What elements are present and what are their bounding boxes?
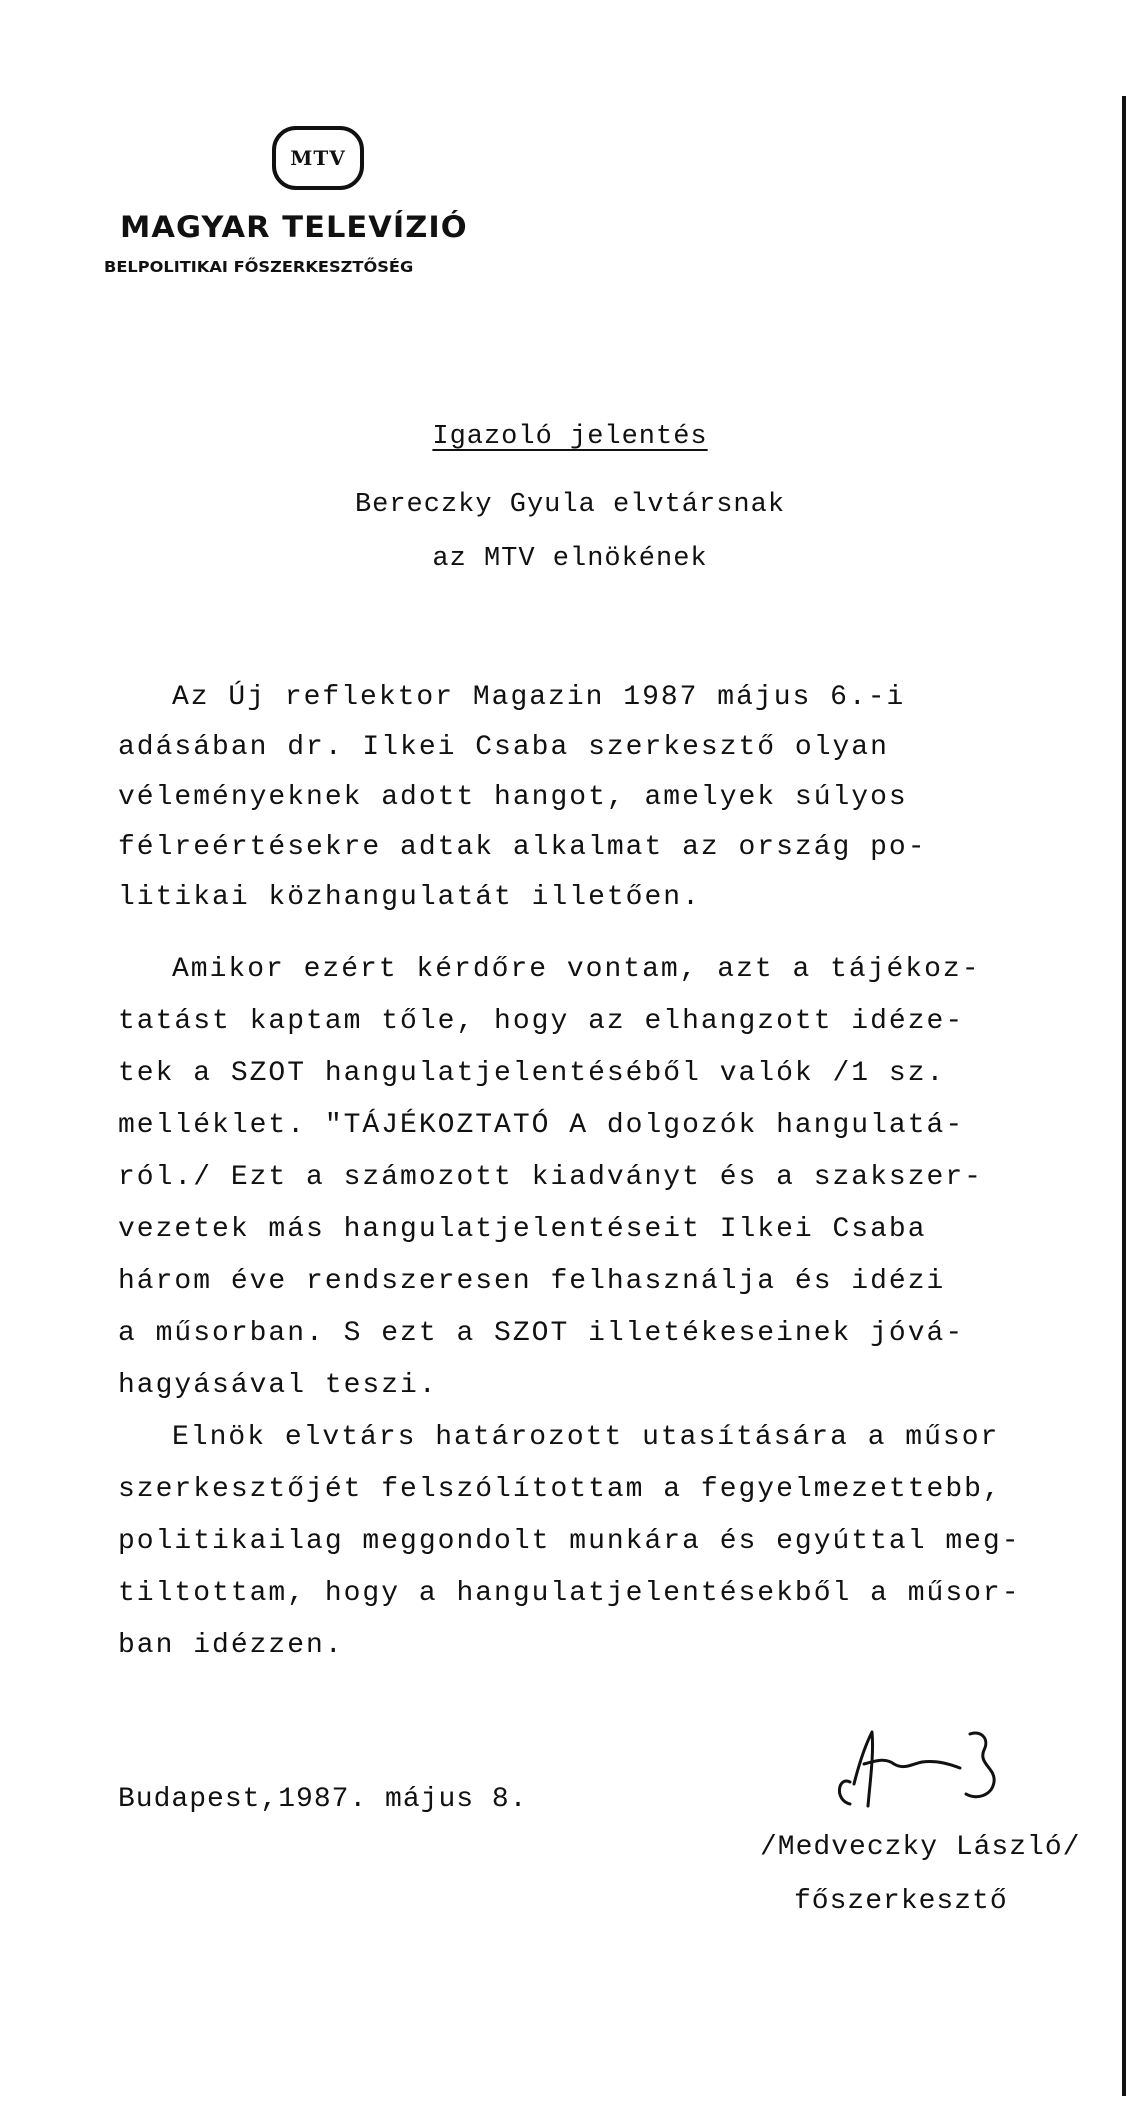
addressee-line-2: az MTV elnökének [432,544,708,574]
body-line: ról./ Ezt a számozott kiadványt és a szakszer- [118,1162,983,1193]
body-line: politikailag meggondolt munkára és egyúttal meg- [118,1526,1021,1557]
mtv-logo [272,126,364,190]
addressee-line-1: Bereczky Gyula elvtársnak [354,490,786,520]
body-line: szerkesztőjét felszólítottam a fegyelmezettebb, [118,1474,1002,1505]
document-title: Igazoló jelentés [432,422,708,452]
logo-text: MTV [290,146,346,170]
body-line: a műsorban. S ezt a SZOT illetékeseinek jóvá- [118,1318,965,1349]
body-line: tatást kaptam tőle, hogy az elhangzott idéze- [118,1006,965,1037]
body-line: Elnök elvtárs határozott utasítására a műsor [172,1422,1000,1453]
page-edge-rule [1122,96,1126,2096]
place-and-date: Budapest,1987. május 8. [118,1784,528,1815]
organization-name: MAGYAR TELEVÍZIÓ [120,210,468,244]
body-line: hagyásával teszi. [118,1370,438,1401]
document-title-row [0,422,1140,452]
body-line: adásában dr. Ilkei Csaba szerkesztő olyan [118,732,889,763]
body-line: három éve rendszeresen felhasználja és idézi [118,1266,946,1297]
handwritten-signature [820,1724,1060,1814]
body-line: véleményeknek adott hangot, amelyek súlyos [118,782,908,813]
department-name: BELPOLITIKAI FŐSZERKESZTŐSÉG [104,258,414,276]
signatory-name: /Medveczky László/ [760,1832,1081,1863]
body-line: félreértésekre adtak alkalmat az ország po- [118,832,927,863]
body-line: Amikor ezért kérdőre vontam, azt a tájékoz- [172,954,981,985]
signatory-title: főszerkesztő [794,1886,1008,1917]
body-line: melléklet. "TÁJÉKOZTATÓ A dolgozók hangulatá- [118,1110,965,1141]
body-line: Az Új reflektor Magazin 1987 május 6.-i [172,682,906,713]
body-line: ban idézzen. [118,1630,344,1661]
body-line: tiltottam, hogy a hangulatjelentésekből a műsor- [118,1578,1021,1609]
body-line: vezetek más hangulatjelentéseit Ilkei Csaba [118,1214,927,1245]
body-line: litikai közhangulatát illetően. [118,882,701,913]
body-line: tek a SZOT hangulatjelentéséből valók /1 sz. [118,1058,946,1089]
